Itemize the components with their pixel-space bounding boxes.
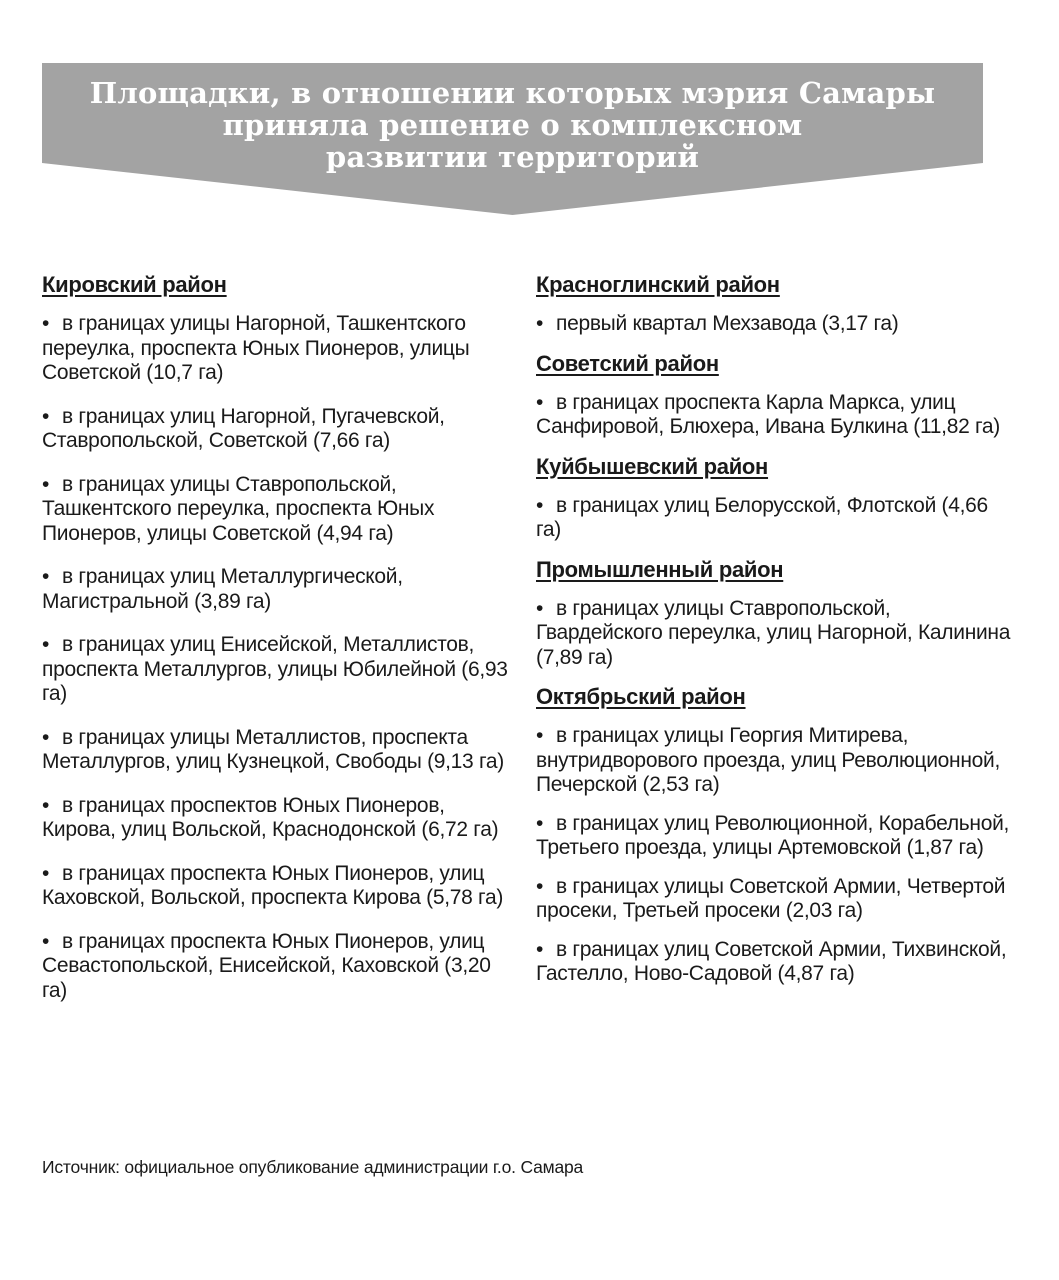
- district-heading: Промышленный район: [536, 556, 784, 582]
- site-list: [536, 724, 1016, 987]
- title-line-1: Площадки, в отношении которых мэрия Самары: [89, 76, 936, 110]
- title-line-2: приняла решение о комплексном: [222, 108, 803, 142]
- site-item-text: в границах улицы Ставропольской, Ташкентского переулка, проспекта Юных Пионеров, улицы Советской (4,94 га): [42, 472, 435, 545]
- site-list: [536, 494, 1016, 543]
- district-section: [536, 684, 1016, 987]
- district-heading: Красноглинский район: [536, 272, 780, 297]
- site-item: [536, 312, 1016, 337]
- site-item-text: в границах улицы Георгия Митирева, внутридворового проезда, улиц Революционной, Печерской (2,53 га): [536, 724, 1000, 796]
- site-item-text: в границах улиц Революционной, Корабельной, Третьего проезда, улицы Артемовской (1,87 га): [536, 811, 1010, 859]
- site-item-text: в границах улицы Металлистов, проспекта Металлургов, улиц Кузнецкой, Свободы (9,13 га): [42, 725, 504, 773]
- site-item-text: в границах улиц Белорусской, Флотской (4,66 га): [536, 493, 988, 541]
- district-section: [536, 272, 1016, 337]
- site-list: [536, 312, 1016, 337]
- site-item-text: в границах улиц Металлургической, Магистральной (3,89 га): [42, 565, 403, 613]
- left-column: [42, 272, 512, 1022]
- bullet-icon: •: [42, 793, 50, 817]
- bullet-icon: •: [536, 874, 544, 898]
- site-item: [536, 494, 1016, 543]
- bullet-icon: •: [42, 861, 50, 885]
- site-item-text: в границах проспекта Юных Пионеров, улиц Каховской, Вольской, проспекта Кирова (5,78 га): [42, 861, 504, 909]
- site-list: [42, 312, 512, 1003]
- site-item-text: в границах проспекта Юных Пионеров, улиц Севастопольской, Енисейской, Каховской (3,20 га): [42, 929, 491, 1002]
- district-section: [536, 454, 1016, 543]
- district-section: [42, 272, 512, 1003]
- site-item-text: в границах улиц Нагорной, Пугачевской, Ставропольской, Советской (7,66 га): [42, 404, 445, 452]
- page-title: [42, 77, 983, 173]
- bullet-icon: •: [42, 472, 50, 496]
- site-item: [536, 724, 1016, 798]
- bullet-icon: •: [536, 724, 544, 747]
- site-item: [536, 812, 1016, 861]
- site-item-text: в границах проспекта Карла Маркса, улиц Санфировой, Блюхера, Ивана Булкина (11,82 га): [536, 390, 1000, 438]
- site-item: [536, 391, 1016, 440]
- site-item: [42, 473, 512, 547]
- site-item: [536, 938, 1016, 987]
- site-item-text: в границах улиц Советской Армии, Тихвинской, Гастелло, Ново-Садовой (4,87 га): [536, 937, 1007, 985]
- site-item: [42, 930, 512, 1004]
- site-item-text: в границах улицы Советской Армии, Четвертой просеки, Третьей просеки (2,03 га): [536, 874, 1006, 922]
- bullet-icon: •: [536, 596, 544, 620]
- site-item-text: в границах проспектов Юных Пионеров, Кирова, улиц Вольской, Краснодонской (6,72 га): [42, 793, 499, 841]
- bullet-icon: •: [42, 312, 50, 335]
- site-item: [536, 875, 1016, 924]
- source-note: Источник: официальное опубликование администрации г.о. Самара: [42, 1157, 584, 1177]
- site-item: [42, 565, 512, 614]
- district-heading: Кировский район: [42, 272, 227, 297]
- site-list: [536, 597, 1016, 671]
- site-item: [42, 794, 512, 843]
- site-item-text: в границах улицы Нагорной, Ташкентского переулка, проспекта Юных Пионеров, улицы Советской (10,7 га): [42, 312, 470, 384]
- bullet-icon: •: [536, 811, 544, 835]
- site-item: [42, 633, 512, 707]
- bullet-icon: •: [42, 725, 50, 749]
- right-column: [536, 272, 1016, 1001]
- bullet-icon: •: [536, 312, 544, 335]
- site-list: [536, 391, 1016, 440]
- district-heading: Куйбышевский район: [536, 453, 769, 479]
- site-item: [42, 726, 512, 775]
- bullet-icon: •: [536, 390, 544, 414]
- bullet-icon: •: [536, 937, 544, 961]
- district-section: [536, 557, 1016, 671]
- title-line-3: развитии территорий: [325, 140, 700, 174]
- site-item: [42, 312, 512, 386]
- site-item-text: в границах улиц Енисейской, Металлистов, проспекта Металлургов, улицы Юбилейной (6,93 га): [42, 633, 508, 705]
- site-item: [536, 597, 1016, 671]
- bullet-icon: •: [536, 493, 544, 517]
- district-heading: Октябрьский район: [536, 684, 746, 709]
- bullet-icon: •: [42, 929, 50, 953]
- district-heading: Советский район: [536, 350, 719, 376]
- bullet-icon: •: [42, 633, 50, 656]
- bullet-icon: •: [42, 404, 50, 428]
- site-item: [42, 862, 512, 911]
- district-section: [536, 351, 1016, 440]
- site-item-text: в границах улицы Ставропольской, Гвардейского переулка, улиц Нагорной, Калинина (7,89 га): [536, 596, 1011, 669]
- site-item: [42, 405, 512, 454]
- bullet-icon: •: [42, 565, 50, 588]
- site-item-text: первый квартал Мехзавода (3,17 га): [556, 312, 899, 335]
